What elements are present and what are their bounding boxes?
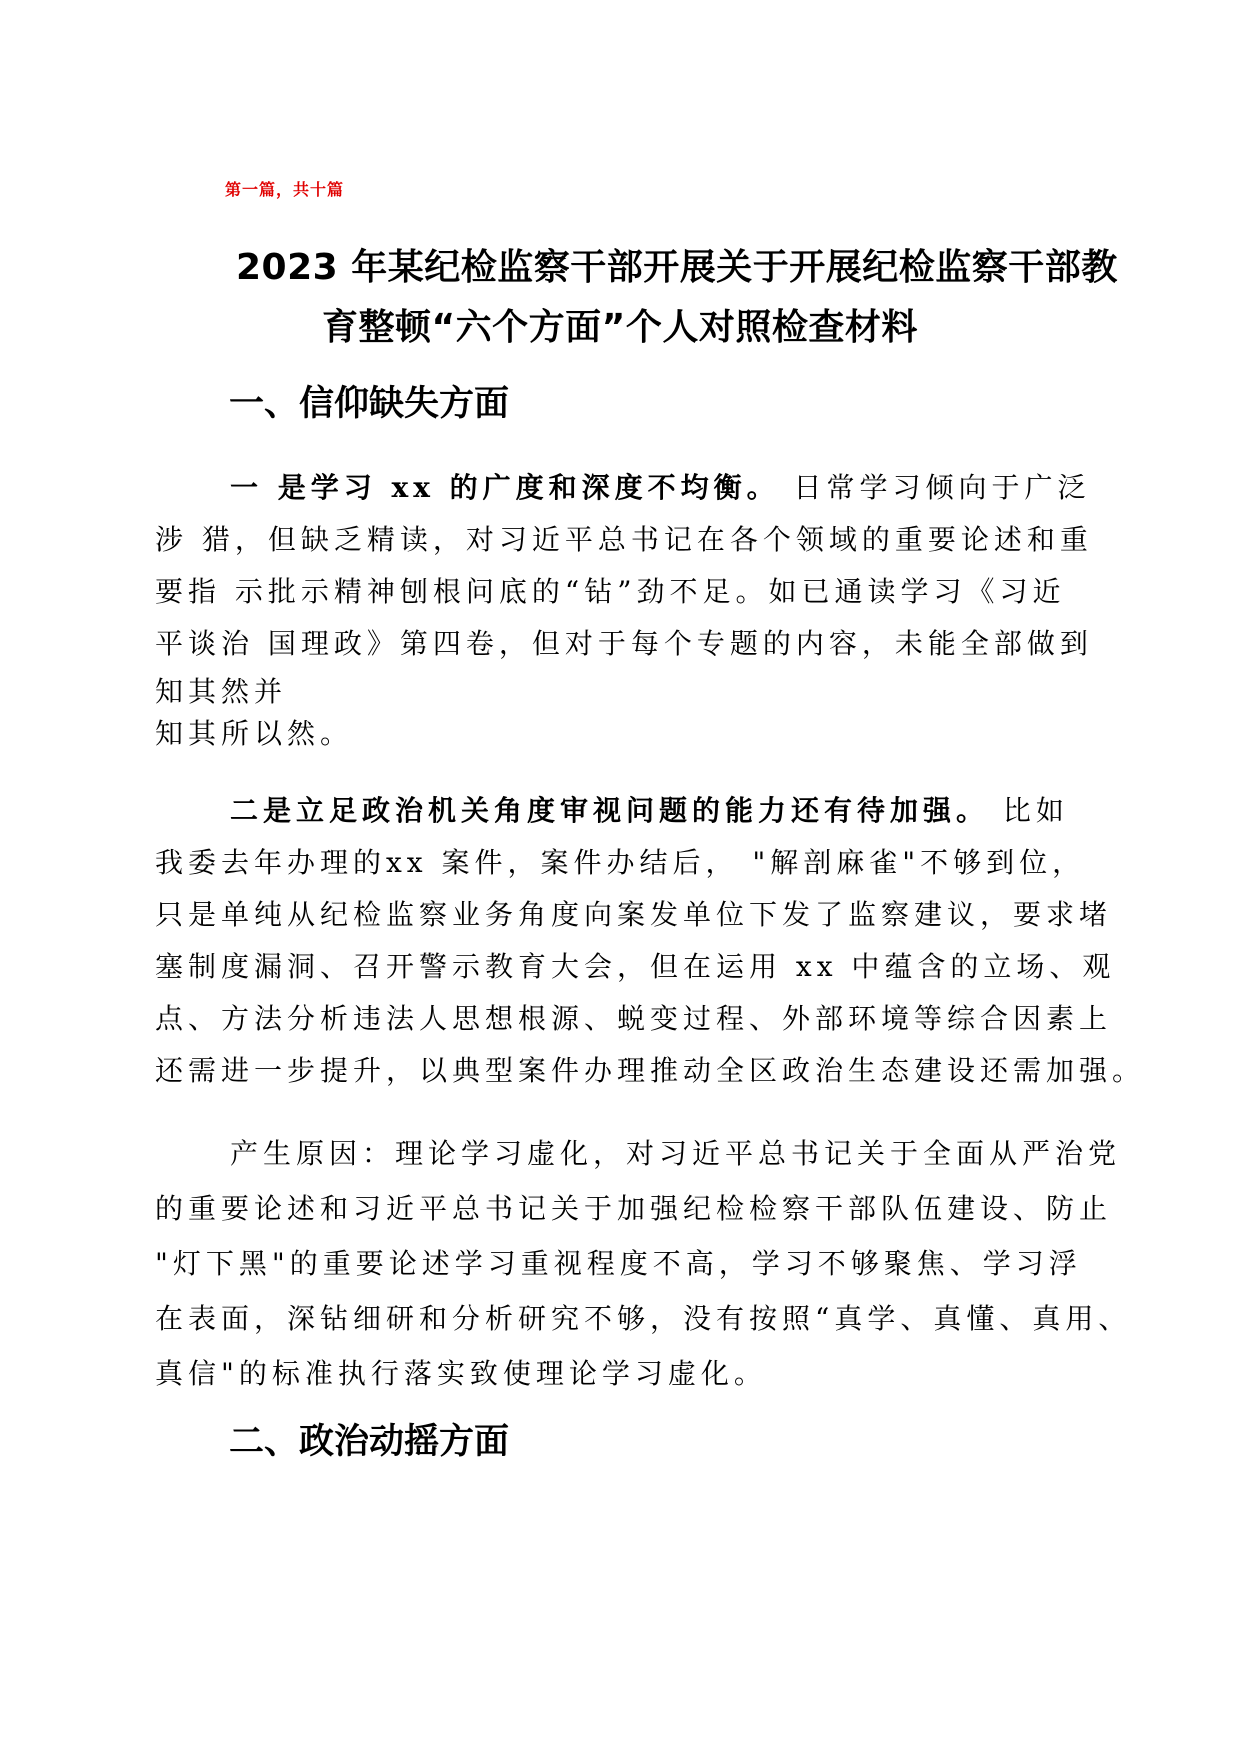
paragraph-line: 塞制度漏洞、召开警示教育大会，但在运用 xx 中蕴含的立场、观 — [155, 950, 1116, 983]
paragraph-2 — [155, 785, 1146, 1097]
paragraph-line: 涉 猎，但缺乏精读，对习近平总书记在各个领域的重要论述和重 — [155, 523, 1093, 556]
paragraph-line: 产生原因：理论学习虚化，对习近平总书记关于全面从严治党 — [230, 1137, 1122, 1170]
section-heading-2: 二、政治动摇方面 — [229, 1422, 510, 1462]
paragraph-line: 平谈治 国理政》第四卷，但对于每个专题的内容，未能全部做到 — [155, 627, 1093, 660]
paragraph-line: "灯下黑"的重要论述学习重视程度不高，学习不够聚焦、学习浮 — [155, 1247, 1082, 1280]
paragraph-line: 点、方法分析违法人思想根源、蜕变过程、外部环境等综合因素上 — [155, 1002, 1113, 1035]
paragraph-line: 的重要论述和习近平总书记关于加强纪检检察干部队伍建设、防止 — [155, 1192, 1113, 1225]
paragraph-text: 日常学习倾向于广泛 — [779, 471, 1091, 504]
paragraph-line — [155, 785, 1095, 837]
document-title — [236, 238, 1118, 358]
paragraph-line: 要指 示批示精神刨根问底的“钻”劲不足。如已通读学习《习近 — [155, 575, 1066, 608]
paragraph-line: 知其所以然。 — [155, 717, 354, 750]
paragraph-line: 只是单纯从纪检监察业务角度向案发单位下发了监察建议，要求堵 — [155, 898, 1113, 931]
paragraph-1 — [155, 462, 1095, 754]
header-note: 第一篇，共十篇 — [225, 180, 345, 199]
title-line-1: 2023 年某纪检监察干部开展关于开展纪检监察干部教 — [236, 247, 1118, 288]
paragraph-lead: 二是立足政治机关角度审视问题的能力还有待加强。 — [230, 794, 990, 827]
paragraph-line: 我委去年办理的xx 案件，案件办结后， "解剖麻雀"不够到位， — [155, 846, 1086, 879]
paragraph-line: 真信"的标准执行落实致使理论学习虚化。 — [155, 1357, 767, 1390]
section-heading-1: 一、信仰缺失方面 — [229, 384, 510, 424]
paragraph-text: 比如 — [989, 794, 1069, 827]
paragraph-line: 还需进一步提升，以典型案件办理推动全区政治生态建设还需加强。 — [155, 1054, 1146, 1087]
paragraph-line — [155, 462, 1095, 514]
paragraph-line: 在表面，深钻细研和分析研究不够，没有按照“真学、真懂、真用、 — [155, 1302, 1132, 1335]
paragraph-line: 知其然并 — [155, 675, 288, 708]
paragraph-3 — [155, 1126, 1132, 1401]
paragraph-lead: 一 是学习 xx 的广度和深度不均衡。 — [230, 471, 780, 504]
title-line-2: 育整顿“六个方面”个人对照检查材料 — [322, 307, 918, 348]
